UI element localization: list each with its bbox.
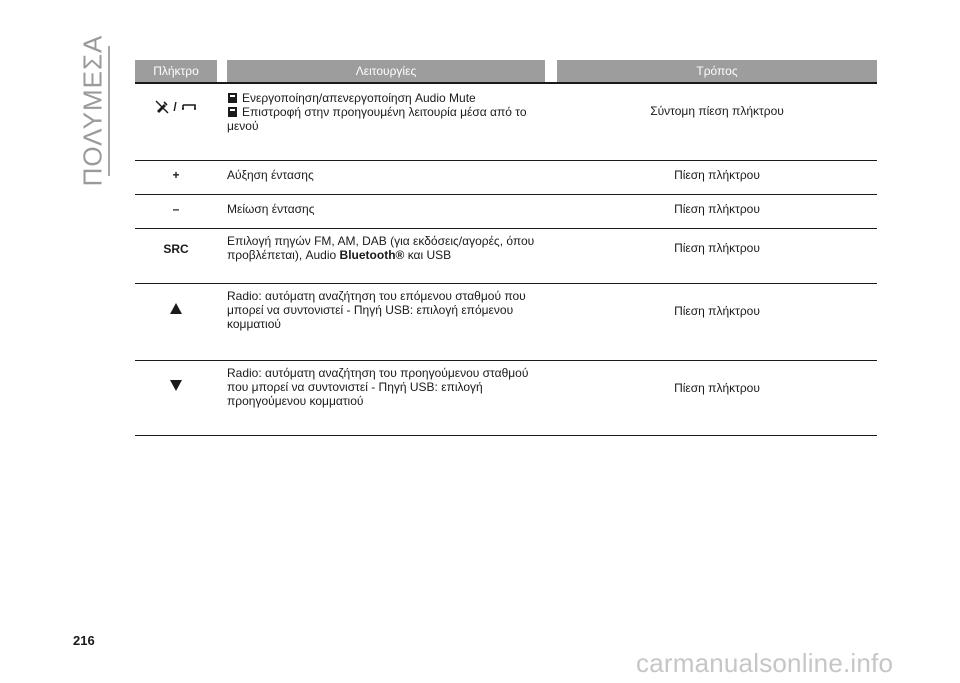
- function-text: μπορεί να συντονιστεί - Πηγή USB: επιλογή επόμενου: [227, 303, 514, 317]
- arrow-up-icon: [170, 303, 182, 314]
- page-number: 216: [73, 633, 95, 648]
- phone-icon: [227, 106, 238, 118]
- function-cell: [227, 284, 545, 361]
- button-cell: [135, 361, 217, 436]
- function-cell: Μείωση έντασης: [227, 195, 545, 229]
- phone-icon: [227, 92, 238, 104]
- button-cell: –: [135, 195, 217, 229]
- table-header-row: [135, 60, 877, 83]
- header-button: Πλήκτρο: [135, 60, 217, 83]
- bluetooth-label: Bluetooth®: [339, 248, 405, 262]
- function-text: προβλέπεται), Audio: [227, 248, 340, 262]
- function-text: Επιστροφή στην προηγουμένη λειτουρία μέσα από το: [242, 105, 527, 119]
- function-text: Ενεργοποίηση/απενεργοποίηση Audio Mute: [242, 91, 476, 105]
- section-tab: [77, 34, 108, 186]
- function-text: Radio: αυτόματη αναζήτηση του επόμενου σταθμού που: [227, 289, 526, 303]
- watermark: carmanualsonline.info: [636, 648, 894, 678]
- function-text: κομματιού: [227, 317, 281, 331]
- table-row: [135, 83, 877, 161]
- function-text: που μπορεί να συντονιστεί - Πηγή USB: επιλογή: [227, 380, 483, 394]
- mode-cell: Σύντομη πίεση πλήκτρου: [557, 83, 877, 161]
- function-cell: [227, 361, 545, 436]
- function-cell: [227, 83, 545, 161]
- controls-table: [135, 60, 877, 436]
- table-row: [135, 361, 877, 436]
- button-cell: [135, 284, 217, 361]
- section-tab-label: ΠΟΛΥΜΕΣΑ: [77, 34, 108, 186]
- mode-cell: Πίεση πλήκτρου: [557, 361, 877, 436]
- function-text: και USB: [404, 248, 452, 262]
- table-row: [135, 161, 877, 195]
- section-divider: [108, 46, 110, 176]
- call-end-icon: [181, 101, 197, 113]
- arrow-down-icon: [170, 380, 182, 391]
- mode-cell: Πίεση πλήκτρου: [557, 284, 877, 361]
- table-row: [135, 284, 877, 361]
- header-gap: [545, 60, 557, 83]
- button-cell: SRC: [135, 229, 217, 284]
- button-cell: +: [135, 161, 217, 195]
- function-text: Επιλογή πηγών FM, AM, DAB (για εκδόσεις/αγορές, όπου: [227, 234, 535, 248]
- header-mode: Τρόπος: [557, 60, 877, 83]
- table-row: [135, 195, 877, 229]
- table-row: [135, 229, 877, 284]
- function-cell: Αύξηση έντασης: [227, 161, 545, 195]
- header-functions: Λειτουργίες: [227, 60, 545, 83]
- mode-cell: Πίεση πλήκτρου: [557, 229, 877, 284]
- mute-icon: [155, 100, 169, 114]
- mode-cell: Πίεση πλήκτρου: [557, 195, 877, 229]
- function-cell: [227, 229, 545, 284]
- header-gap: [217, 60, 227, 83]
- function-text: μενού: [227, 119, 259, 133]
- function-text: Radio: αυτόματη αναζήτηση του προηγούμενου σταθμού: [227, 366, 529, 380]
- button-separator: /: [173, 100, 177, 114]
- button-cell: [135, 83, 217, 161]
- mode-cell: Πίεση πλήκτρου: [557, 161, 877, 195]
- function-text: προηγούμενου κομματιού: [227, 394, 364, 408]
